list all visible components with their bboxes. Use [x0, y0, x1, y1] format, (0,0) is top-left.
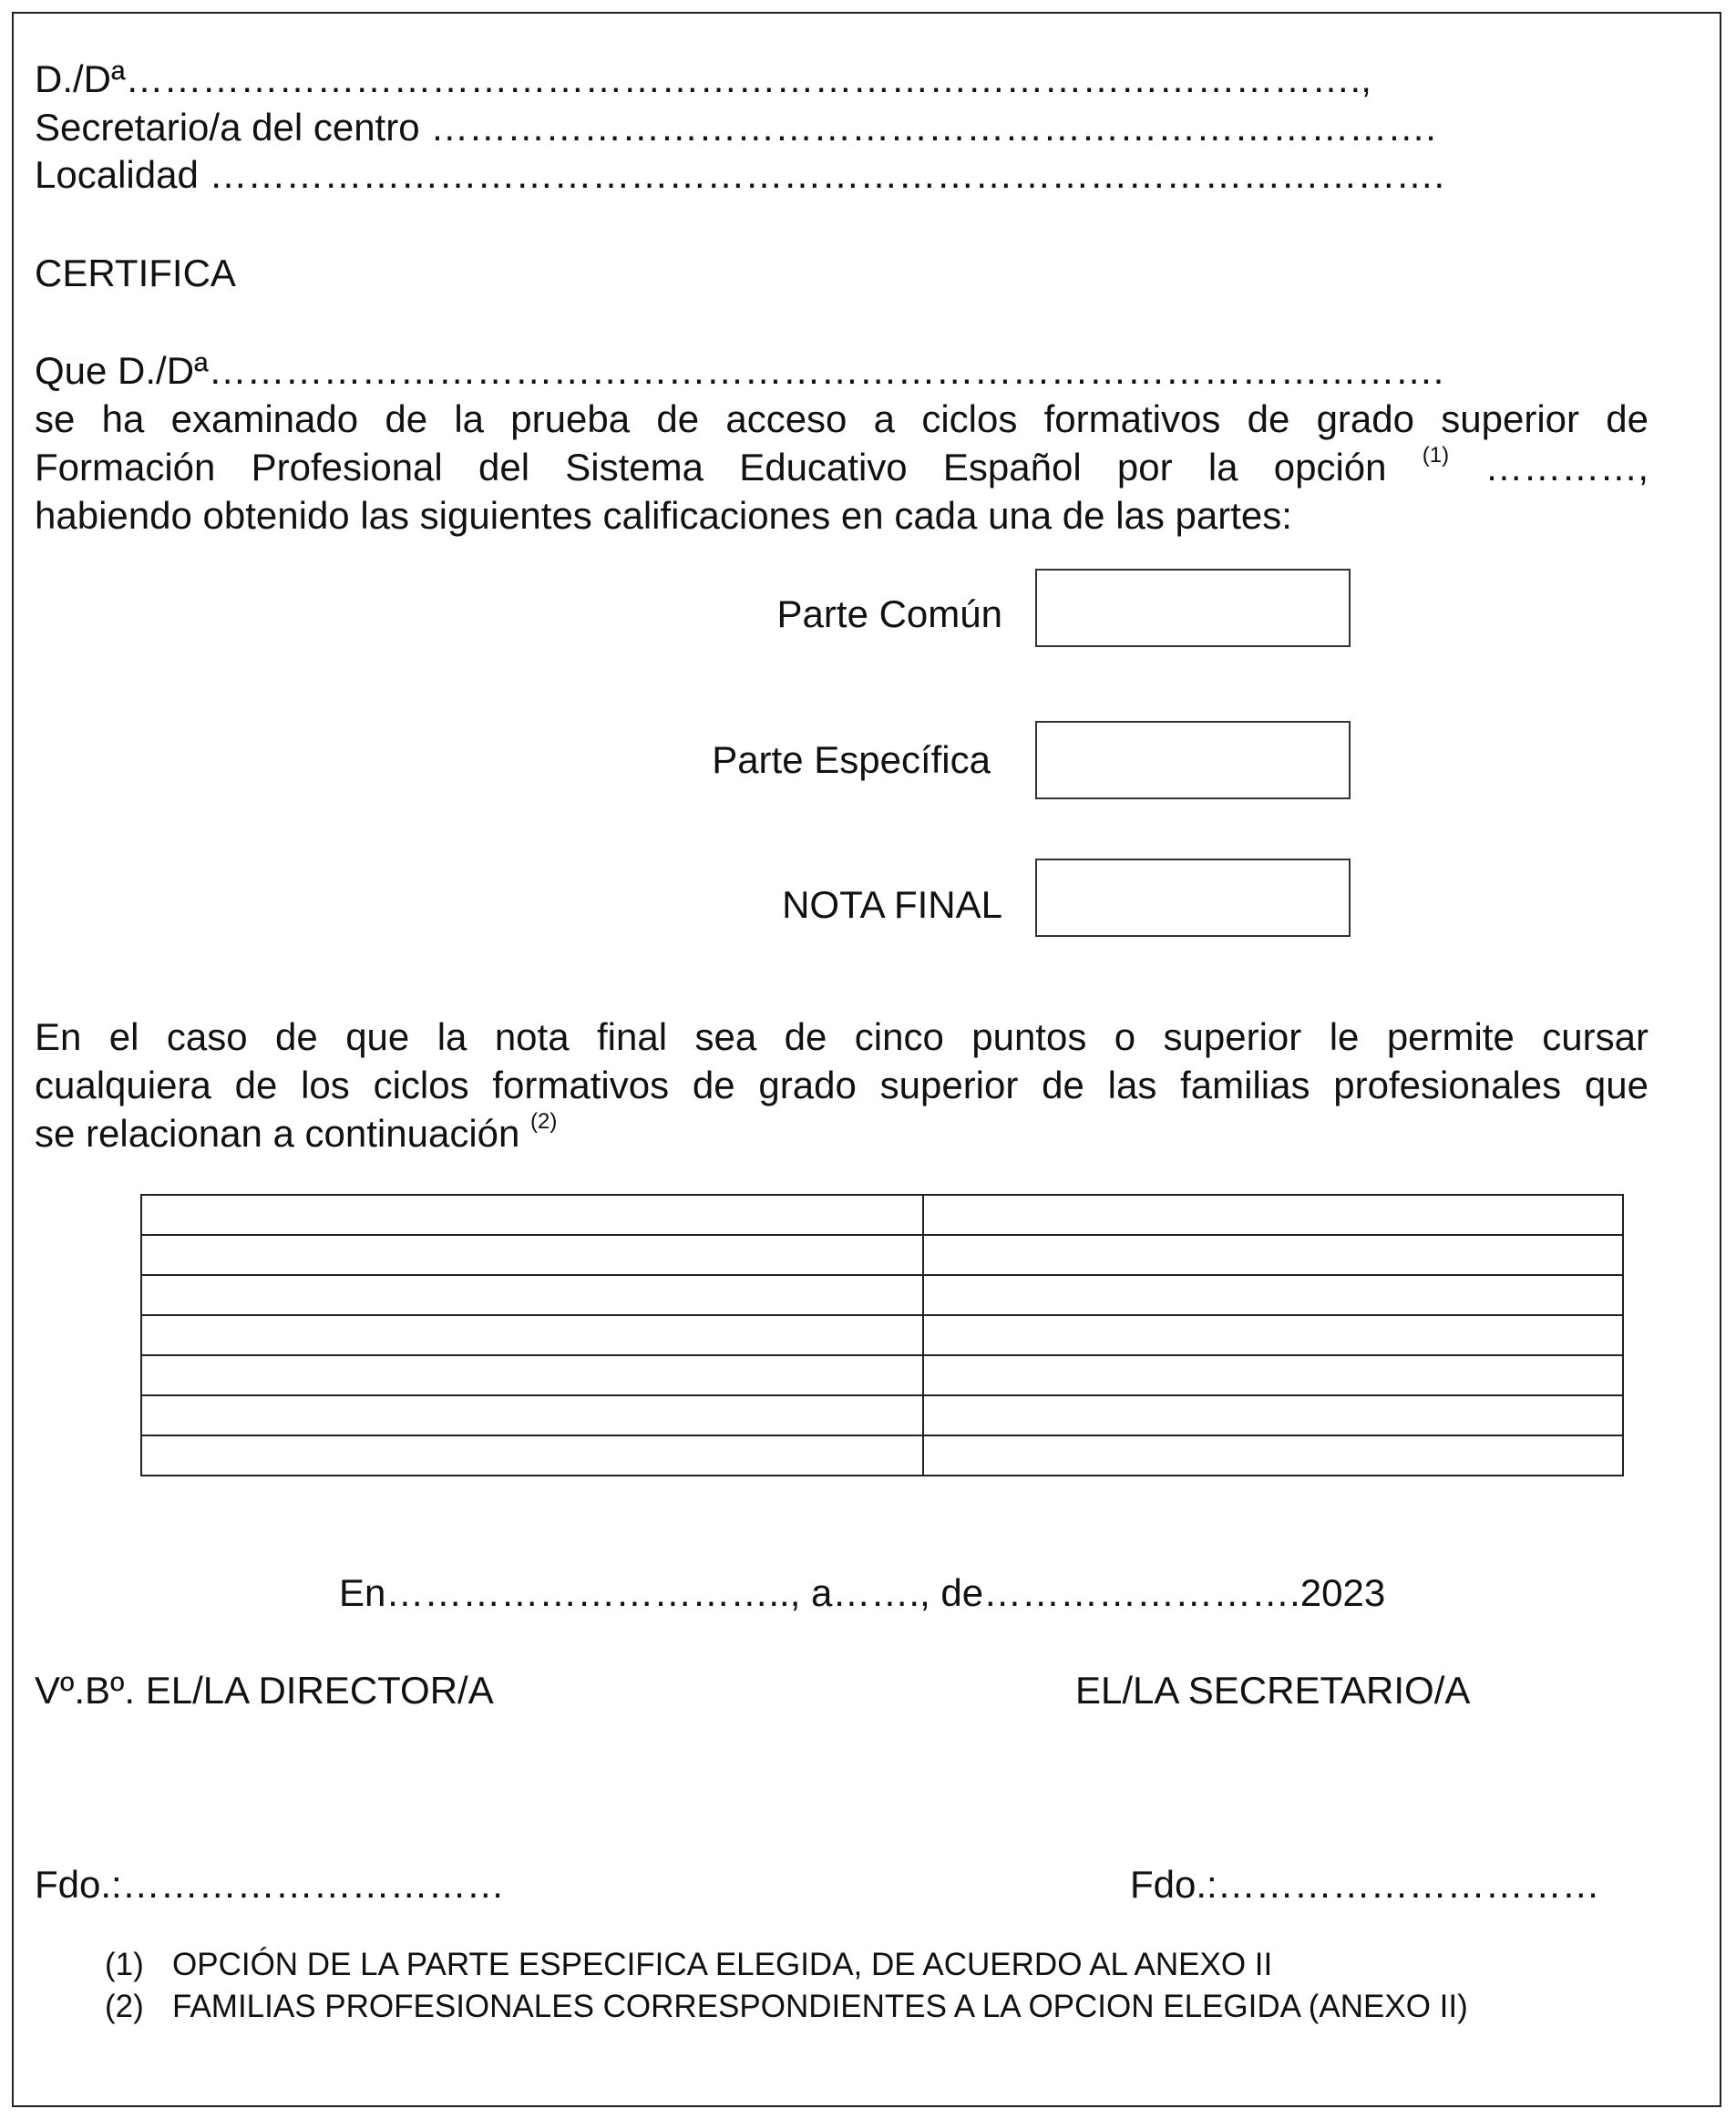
table-cell[interactable] — [141, 1355, 923, 1395]
date-line: En………………………….., a……., de…………………….2023 — [339, 1571, 1386, 1614]
footnotes — [105, 1944, 1468, 2028]
table-cell[interactable] — [141, 1275, 923, 1315]
footnote-text: FAMILIAS PROFESIONALES CORRESPONDIENTES A LA OPCION ELEGIDA (ANEXO II) — [172, 1989, 1468, 2024]
secretary-signature-line: Fdo.:………………………… — [1130, 1863, 1600, 1906]
families-paragraph — [35, 1013, 1649, 1157]
specific-part-label: Parte Específica — [712, 738, 991, 781]
option-blank: …………, — [1484, 446, 1649, 489]
grades-intro-line: habiendo obtenido las siguientes calificaciones en cada una de las partes: — [35, 494, 1292, 537]
name-line: D./Dª……………………………………………………………………………………., — [35, 57, 1371, 100]
table-row — [141, 1355, 1623, 1395]
table-cell[interactable] — [923, 1315, 1623, 1355]
exam-line: se ha examinado de la prueba de acceso a ciclos formativos de grado superior de — [35, 397, 1649, 440]
table-cell[interactable] — [141, 1235, 923, 1275]
table-row — [141, 1435, 1623, 1476]
footnote-ref-2: (2) — [530, 1109, 558, 1134]
option-line-text: Formación Profesional del Sistema Educativo Español por la opción — [35, 446, 1387, 489]
footnote-1 — [105, 1944, 1468, 1986]
director-signature-line: Fdo.:………………………… — [35, 1863, 505, 1906]
footnote-number: (2) — [105, 1989, 144, 2024]
table-cell[interactable] — [923, 1395, 1623, 1435]
table-cell[interactable] — [923, 1435, 1623, 1476]
common-part-grade-box[interactable] — [1035, 569, 1351, 647]
table-row — [141, 1235, 1623, 1275]
final-grade-label: NOTA FINAL — [782, 883, 1002, 926]
families-table — [140, 1194, 1624, 1476]
footnote-ref-1: (1) — [1422, 443, 1450, 468]
locality-line: Localidad ……………………………………………………………………………………. — [35, 153, 1445, 196]
table-row — [141, 1315, 1623, 1355]
option-line — [35, 443, 1649, 491]
footnote-text: OPCIÓN DE LA PARTE ESPECIFICA ELEGIDA, DE ACUERDO AL ANEXO II — [172, 1947, 1273, 1982]
footnote-number: (1) — [105, 1947, 144, 1982]
table-row — [141, 1195, 1623, 1235]
table-cell[interactable] — [141, 1395, 923, 1435]
table-cell[interactable] — [923, 1235, 1623, 1275]
footnote-2 — [105, 1986, 1468, 2028]
families-line-1: En el caso de que la nota final sea de cinco puntos o superior le permite cursar — [35, 1015, 1649, 1058]
specific-part-grade-box[interactable] — [1035, 721, 1351, 799]
secretary-line: Secretario/a del centro ……………………………………………………………………. — [35, 106, 1436, 149]
families-line-3 — [35, 1109, 1649, 1157]
certification-text — [35, 346, 1649, 540]
table-cell[interactable] — [923, 1195, 1623, 1235]
director-title: Vº.Bº. EL/LA DIRECTOR/A — [35, 1669, 494, 1712]
table-cell[interactable] — [141, 1435, 923, 1476]
table-cell[interactable] — [923, 1275, 1623, 1315]
student-name-line: Que D./Dª……………………………………………………………………………………. — [35, 349, 1444, 392]
secretary-title: EL/LA SECRETARIO/A — [1075, 1669, 1471, 1712]
final-grade-box[interactable] — [1035, 859, 1351, 937]
table-row — [141, 1395, 1623, 1435]
families-line-3-text: se relacionan a continuación — [35, 1112, 520, 1155]
table-row — [141, 1275, 1623, 1315]
table-cell[interactable] — [141, 1195, 923, 1235]
table-cell[interactable] — [141, 1315, 923, 1355]
families-line-2: cualquiera de los ciclos formativos de grado superior de las familias profesionales que — [35, 1064, 1649, 1106]
table-cell[interactable] — [923, 1355, 1623, 1395]
certifica-heading: CERTIFICA — [35, 252, 236, 294]
common-part-label: Parte Común — [776, 592, 1002, 635]
